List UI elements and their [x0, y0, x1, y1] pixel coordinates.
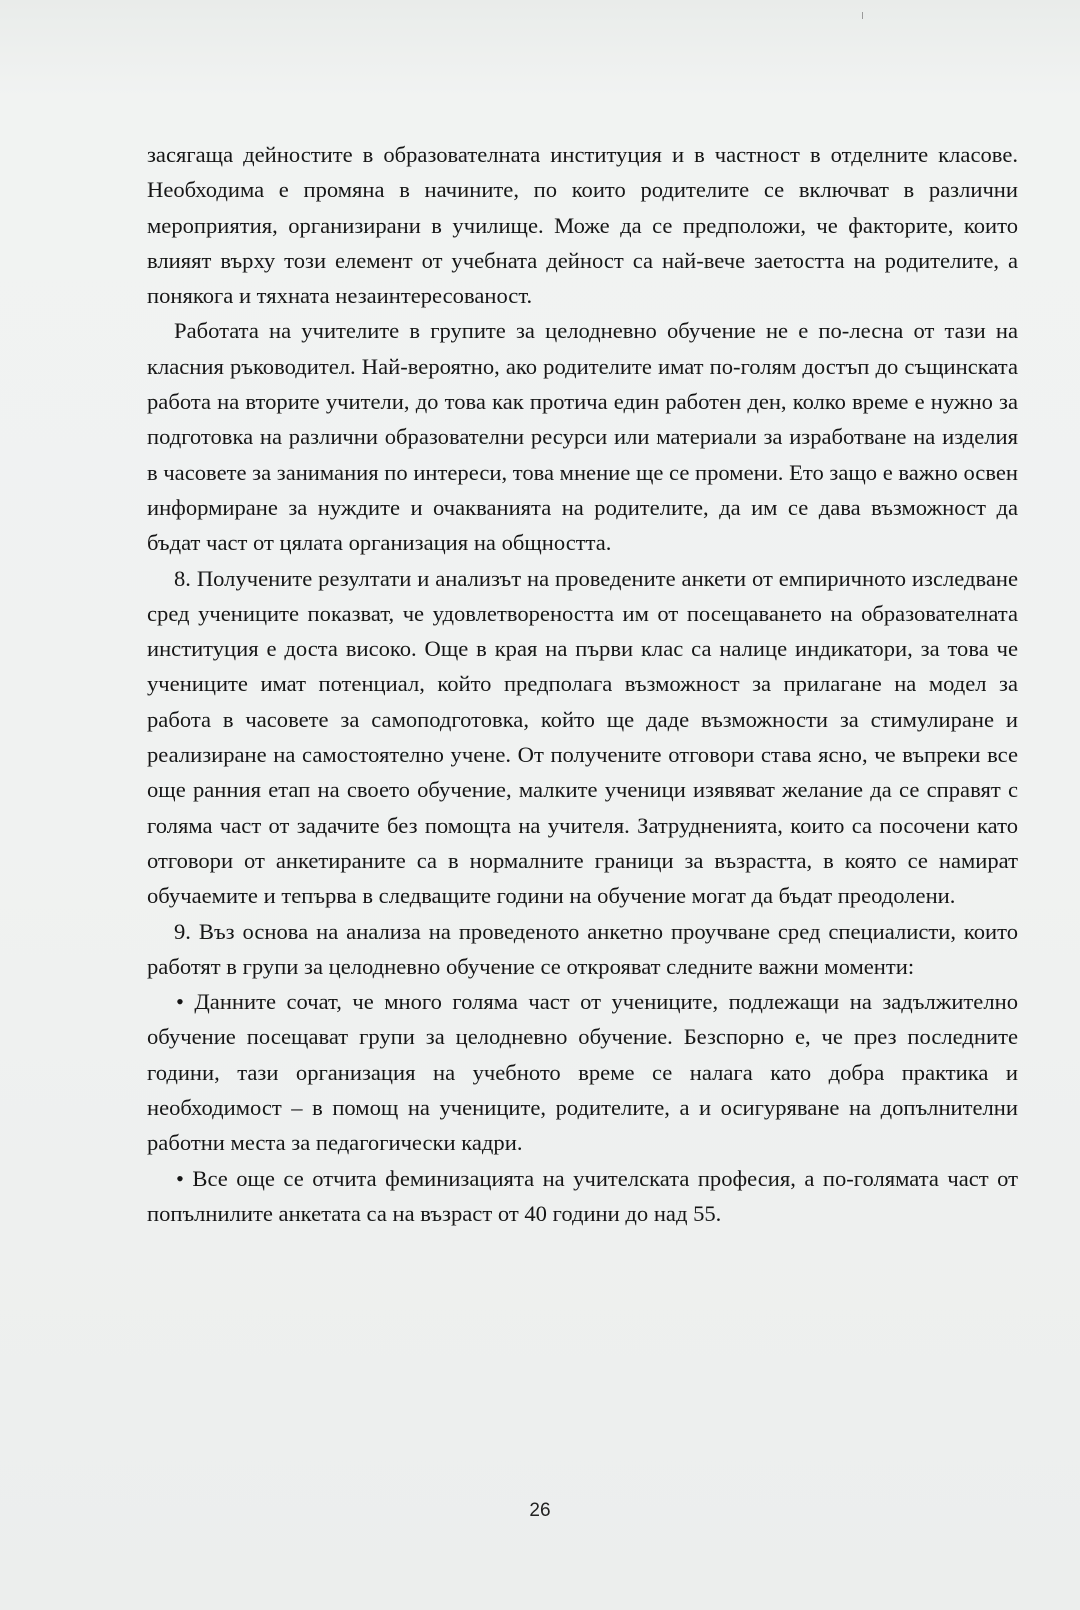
bullet-item-data: • Данните сочат, че много голяма част от учениците, подлежащи на задължително обучение посещават групи за целодневно обучение. Безспорно е, че през последните години, тази организация на учебното време се налага като добра практика и необходимост – в помощ на учениците, родителите, а и осигуряване на допълнителни работни места за педагогически кадри. [147, 989, 1018, 1156]
paragraph-continuation: засягаща дейностите в образователната институция и в частност в отделните класове. Необходима е промяна в начините, по които родителите се включват в различни мероприятия, организирани в училище. Може да се предположи, че факторите, които влияят върху този елемент от учебната дейност са най-вече заетостта на родителите, а понякога и тяхната незаинтересованост. [147, 142, 1018, 309]
paragraph-teachers-work: Работата на учителите в групите за целодневно обучение не е по-лесна от тази на класния ръководител. Най-вероятно, ако родителите имат по-голям достъп до същинската работа на вторите учители, до това как протича един работен ден, колко време е нужно за подготовка на различни образователни ресурси или материали за изработване на изделия в часовете за занимания по интереси, това мнение ще се промени. Ето защо е важно освен информиране за нуждите и очакванията на родителите, да им се дава възможност да бъдат част от цялата организация на общността. [147, 318, 1018, 556]
paragraph-point-8: 8. Получените резултати и анализът на проведените анкети от емпиричното изследване сред учениците показват, че удовлетвореността им от посещаването на образователната институция е доста високо. Още в края на първи клас са налице индикатори, за това че учениците имат потенциал, който предполага възможност за прилагане на модел за работа в часовете за самоподготовка, който ще даде възможности за стимулиране и реализиране на самостоятелно учене. От получените отговори става ясно, че въпреки все още ранния етап на своето обучение, малките ученици изявяват желание да се справят с голяма част от задачите без помощта на учителя. Затрудненията, които са посочени като отговори от анкетираните са в нормалните граници за възрастта, в която се намират обучаемите и тепърва в следващите години на обучение могат да бъдат преодолени. [147, 565, 1018, 909]
scan-artifact-mark [862, 12, 863, 19]
paragraph-point-9: 9. Въз основа на анализа на проведеното анкетно проучване сред специалисти, които работят в групи за целодневно обучение се открояват следните важни моменти: [147, 918, 1018, 979]
bullet-item-feminization: • Все още се отчита феминизацията на учителската професия, а по-голямата част от попълнилите анкетата са на възраст от 40 години до над 55. [147, 1165, 1018, 1226]
page-number: 26 [529, 1500, 551, 1521]
body-text [147, 137, 1018, 1231]
